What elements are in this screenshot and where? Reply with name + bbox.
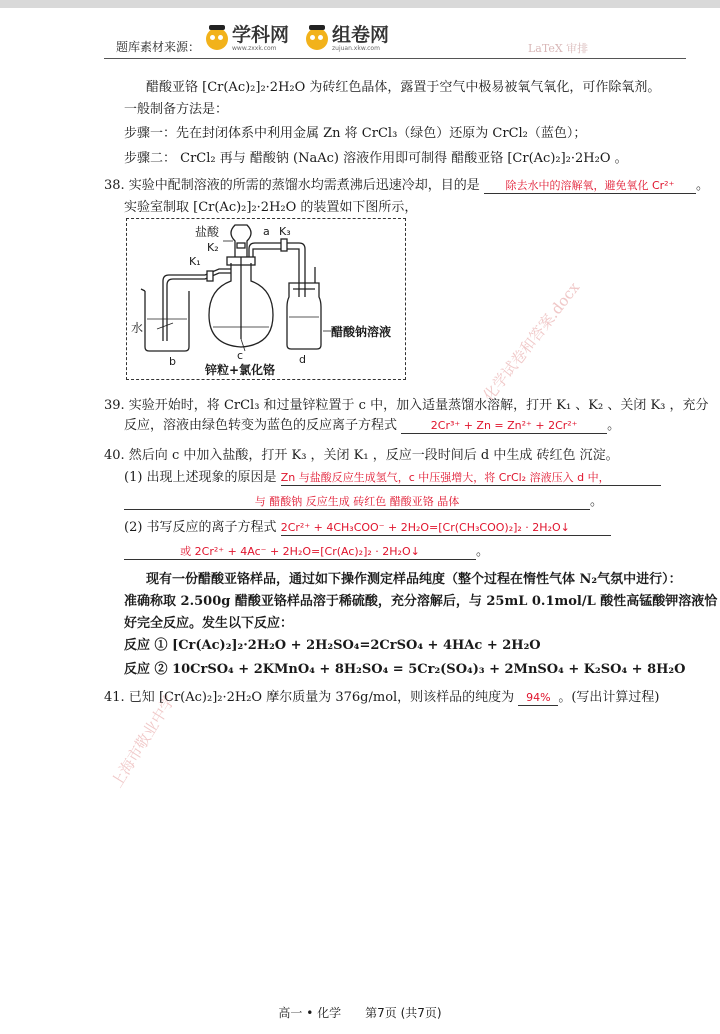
label-acid: 盐酸 <box>195 225 220 239</box>
q38-line2: 实验室制取 [Cr(Ac)₂]₂·2H₂O 的装置如下图所示， <box>124 200 418 215</box>
q38-question <box>104 174 709 194</box>
logo1-url: www.zxxk.com <box>232 45 277 52</box>
q40-sub2-text: (2) 书写反应的离子方程式 <box>124 520 277 535</box>
q40-sub1-text: (1) 出现上述现象的原因是 <box>124 470 277 485</box>
q39-question <box>124 414 620 434</box>
page-footer: 高一 • 化学 第7页 (共7页) <box>278 1006 442 1020</box>
q40-ans1b-blank <box>124 493 590 510</box>
q38-text: 38. 实验中配制溶液的所需的蒸馏水均需煮沸后迅速冷却，目的是 <box>104 178 480 193</box>
bottle-d <box>287 283 321 349</box>
q40-sub2-end: 。 <box>476 544 490 559</box>
step2: 步骤二： CrCl₂ 再与 醋酸钠 (NaAc) 溶液作用即可制得 醋酸亚铬 [Cr(Ac)₂]₂·2H₂O 。 <box>124 151 628 166</box>
tube-k1 <box>163 269 231 341</box>
q40-ans2a-blank <box>281 520 611 536</box>
label-a: a <box>263 225 270 238</box>
reaction-2 <box>124 658 685 677</box>
q40-sub1-cont <box>124 490 603 510</box>
q39-end: 。 <box>607 418 621 433</box>
watermark-file: 化学试卷和答案.docx <box>479 278 584 405</box>
q38-end: 。 <box>695 178 709 193</box>
q39-line2: 反应，溶液由绿色转变为蓝色的反应离子方程式 <box>124 418 398 433</box>
watermark-school: 上海市敬业中学 <box>107 692 179 791</box>
apparatus-diagram <box>126 218 406 380</box>
logo2-url: zujuan.xkw.com <box>332 45 380 52</box>
reaction-1 <box>124 634 541 653</box>
watermark-latex: LaTeX 审排 <box>528 42 589 55</box>
q40-sub2-cont <box>124 540 489 560</box>
label-c: c <box>237 349 244 362</box>
source-label: 题库素材来源： <box>116 40 201 54</box>
logo1-name: 学科网 <box>232 24 290 46</box>
label-naac: 醋酸钠溶液 <box>331 325 392 339</box>
owl-icon <box>206 28 228 50</box>
q40-ans1a: Zn 与盐酸反应生成氢气，c 中压强增大，将 CrCl₂ 溶液压入 d 中， <box>280 471 610 484</box>
logo-xuekewang[interactable] <box>206 24 289 54</box>
q38-answer-blank <box>484 177 696 194</box>
intro-line1: 醋酸亚铬 [Cr(Ac)₂]₂·2H₂O 为砖红色晶体，露置于空气中极易被氧气氧化，可作除氧剂。 <box>146 80 661 95</box>
label-zn: 锌粒+氯化铬 <box>205 363 276 377</box>
q40-line1: 40. 然后向 c 中加入盐酸，打开 K₃ ，关闭 K₁ ，反应一段时间后 d 中生成 砖红色 沉淀。 <box>104 448 619 463</box>
q40-ans1b: 与 醋酸钠 反应生成 砖红色 醋酸亚铬 晶体 <box>254 495 460 508</box>
q39-answer: 2Cr³⁺ + Zn = Zn²⁺ + 2Cr²⁺ <box>430 419 578 432</box>
q40-sub1-end: 。 <box>590 494 604 509</box>
q39-answer-blank <box>401 418 607 434</box>
owl-icon <box>306 28 328 50</box>
funnel-a <box>231 225 251 257</box>
q40-sub1 <box>124 466 661 486</box>
q40-ans2a: 2Cr²⁺ + 4CH₃COO⁻ + 2H₂O=[Cr(CH₃COO)₂]₂ · 2H₂O↓ <box>280 521 570 534</box>
logo2-name: 组卷网 <box>332 24 390 46</box>
q39-line1: 39. 实验开始时，将 CrCl₃ 和过量锌粒置于 c 中，加入适量蒸馏水溶解，打开 K₁ 、K₂ 、关闭 K₃ ，充分 <box>104 398 709 413</box>
header-divider <box>104 58 686 59</box>
reaction-2-eq: 10CrSO₄ + 2KMnO₄ + 8H₂SO₄ = 5Cr₂(SO₄)₃ + 2MnSO₄ + K₂SO₄ + 8H₂O <box>172 662 686 677</box>
label-k1: K₁ <box>189 255 201 268</box>
q41-question <box>104 686 659 706</box>
purity-line1: 现有一份醋酸亚铬样品，通过如下操作测定样品纯度（整个过程在惰性气体 N₂气氛中进行）： <box>146 572 682 587</box>
q40-ans2b: 或 2Cr²⁺ + 4Ac⁻ + 2H₂O=[Cr(Ac)₂]₂ · 2H₂O↓ <box>180 545 420 558</box>
purity-line2: 准确称取 2.500g 醋酸亚铬样品溶于稀硫酸，充分溶解后，与 25mL 0.1mol/L 酸性高锰酸钾溶液恰 <box>124 594 718 609</box>
reaction-2-label: 反应 ② <box>124 662 168 677</box>
logo-zujuanwang[interactable] <box>306 24 389 54</box>
top-bar <box>0 0 720 8</box>
label-d: d <box>299 353 306 366</box>
step1: 步骤一：先在封闭体系中利用金属 Zn 将 CrCl₃（绿色）还原为 CrCl₂（蓝色）； <box>124 126 587 141</box>
q41-answer-blank <box>518 690 558 706</box>
intro-line2: 一般制备方法是： <box>124 102 229 117</box>
label-water: 水 <box>131 321 144 335</box>
q41-answer: 94% <box>526 691 551 704</box>
label-k3: K₃ <box>279 225 291 238</box>
q41-end: 。(写出计算过程) <box>558 690 660 705</box>
purity-line3: 好完全反应。发生以下反应： <box>124 616 294 631</box>
q38-answer: 除去水中的溶解氧，避免氧化 Cr²⁺ <box>505 179 675 192</box>
q40-ans1a-blank <box>281 469 661 486</box>
q40-ans2b-blank <box>124 543 476 560</box>
label-b: b <box>169 355 176 368</box>
q41-text: 41. 已知 [Cr(Ac)₂]₂·2H₂O 摩尔质量为 376g/mol，则该样品的纯度为 <box>104 690 515 705</box>
q40-sub2 <box>124 516 611 536</box>
label-k2: K₂ <box>207 241 219 254</box>
reaction-1-label: 反应 ① <box>124 638 168 653</box>
reaction-1-eq: [Cr(Ac)₂]₂·2H₂O + 2H₂SO₄=2CrSO₄ + 4HAc + 2H₂O <box>172 638 541 653</box>
